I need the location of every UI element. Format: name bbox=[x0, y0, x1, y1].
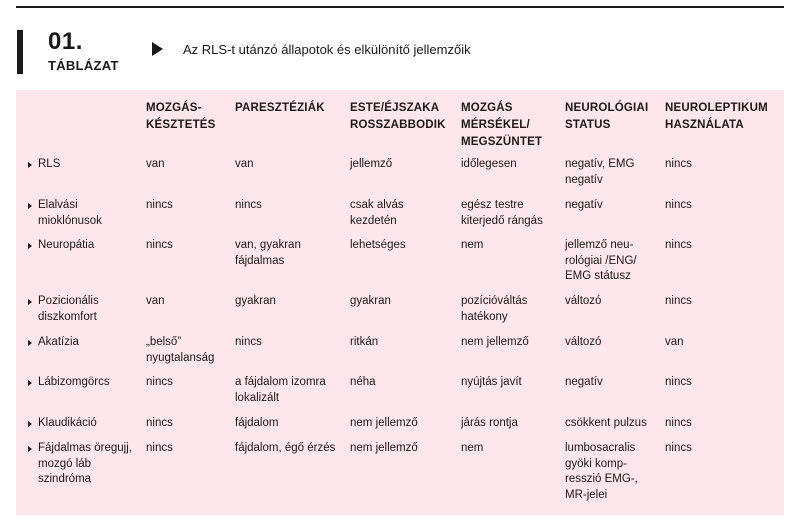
table-cell bbox=[461, 441, 483, 457]
table-cell-line: pozícióváltás bbox=[461, 295, 528, 307]
table-cell bbox=[146, 416, 173, 432]
table-cell bbox=[235, 416, 278, 432]
table-cell bbox=[665, 375, 692, 391]
table-cell bbox=[461, 157, 517, 173]
row-label bbox=[38, 375, 143, 391]
table-cell bbox=[146, 294, 165, 310]
table-cell-line: van bbox=[146, 158, 165, 170]
table-cell bbox=[146, 441, 173, 457]
table-cell-line: járás rontja bbox=[461, 417, 518, 429]
row-label-line: diszkomfort bbox=[38, 310, 97, 323]
table-cell-line: gyöki komp- bbox=[565, 457, 627, 470]
table-cell-line: nincs bbox=[146, 376, 173, 388]
row-bullet-icon bbox=[28, 162, 32, 168]
table-cell bbox=[350, 238, 406, 254]
table-cell bbox=[565, 157, 634, 188]
table-cell bbox=[461, 335, 529, 351]
table-cell-line: nem jellemző bbox=[350, 417, 418, 429]
column-header bbox=[665, 100, 768, 134]
table-cell bbox=[350, 441, 418, 457]
table-cell bbox=[565, 238, 637, 285]
row-label bbox=[38, 441, 143, 488]
table-cell-line: nincs bbox=[665, 442, 692, 454]
column-header-line: MOZGÁS- bbox=[146, 102, 202, 114]
table-cell bbox=[146, 198, 173, 214]
table-cell bbox=[461, 375, 522, 391]
row-label-line: Fájdalmas öregujj, bbox=[38, 442, 132, 454]
table-cell-line: lehetséges bbox=[350, 239, 406, 251]
row-label bbox=[38, 198, 143, 229]
table-cell-line: MR-jelei bbox=[565, 488, 608, 501]
table-cell bbox=[235, 335, 262, 351]
row-label bbox=[38, 238, 143, 254]
table-cell bbox=[565, 416, 647, 432]
table-cell bbox=[146, 375, 173, 391]
column-header-line: MÉRSÉKEL/ bbox=[461, 119, 530, 131]
table-cell-line: nincs bbox=[665, 376, 692, 388]
column-header bbox=[235, 100, 325, 117]
row-bullet-icon bbox=[28, 340, 32, 346]
row-label-line: Klaudikáció bbox=[38, 417, 97, 429]
table-cell bbox=[235, 198, 262, 214]
table-cell bbox=[461, 416, 518, 432]
table-cell bbox=[565, 441, 638, 503]
table-cell bbox=[665, 238, 692, 254]
table-cell-line: néha bbox=[350, 376, 376, 388]
table-cell-line: nincs bbox=[665, 295, 692, 307]
table-cell bbox=[461, 294, 527, 325]
table-cell bbox=[665, 157, 692, 173]
row-label-line: szindróma bbox=[38, 473, 92, 485]
table-cell-line: nincs bbox=[665, 158, 692, 170]
row-label bbox=[38, 335, 143, 351]
table-cell-line: van, gyakran bbox=[235, 239, 301, 251]
table-cell-line: kezdetén bbox=[350, 214, 397, 227]
table-cell-line: fájdalom bbox=[235, 417, 279, 429]
table-cell bbox=[350, 416, 418, 432]
table-cell-line: nyugtalanság bbox=[146, 351, 215, 364]
table-cell-line: van bbox=[665, 336, 684, 348]
table-cell-line: hatékony bbox=[461, 310, 508, 323]
table-cell-line: van bbox=[146, 295, 165, 307]
table-cell-line: a fájdalom izomra bbox=[235, 376, 326, 388]
table-cell-line: „belső” bbox=[146, 336, 182, 348]
table-cell bbox=[235, 375, 326, 406]
table-cell-line: resszió EMG-, bbox=[565, 473, 638, 485]
table-cell-line: nincs bbox=[146, 199, 173, 211]
row-bullet-icon bbox=[28, 380, 32, 386]
column-header-line: MOZGÁS bbox=[461, 102, 513, 114]
table-cell-line: lokalizált bbox=[235, 391, 280, 404]
column-header-line: KÉSZTETÉS bbox=[146, 119, 216, 131]
row-label-line: mozgó láb bbox=[38, 457, 92, 470]
table-cell-line: egész testre bbox=[461, 199, 524, 211]
table-caption: Az RLS-t utánzó állapotok és elkülönítő jellemzőik bbox=[183, 42, 471, 57]
column-header bbox=[565, 100, 648, 134]
table-cell-line: nincs bbox=[665, 417, 692, 429]
table-cell-line: negatív, EMG bbox=[565, 158, 635, 170]
table-cell-line: gyakran bbox=[235, 295, 276, 307]
table-cell bbox=[665, 335, 684, 351]
table-cell-line: jellemző bbox=[350, 158, 393, 170]
top-rule bbox=[16, 6, 784, 8]
table-cell bbox=[665, 441, 692, 457]
row-label bbox=[38, 416, 143, 432]
row-label-line: RLS bbox=[38, 158, 61, 170]
table-cell bbox=[146, 157, 165, 173]
column-header-line: PARESZTÉZIÁK bbox=[235, 102, 325, 114]
row-label-line: Neuropátia bbox=[38, 239, 95, 251]
row-bullet-icon bbox=[28, 446, 32, 452]
row-label-line: Elalvási bbox=[38, 199, 78, 211]
row-label bbox=[38, 294, 143, 325]
table-cell-line: változó bbox=[565, 295, 602, 307]
table-cell-line: időlegesen bbox=[461, 158, 517, 170]
table-cell-line: nincs bbox=[235, 336, 262, 348]
row-label-line: mioklónusok bbox=[38, 214, 102, 227]
table-cell bbox=[665, 416, 692, 432]
table-cell bbox=[350, 198, 404, 229]
row-bullet-icon bbox=[28, 421, 32, 427]
table-cell-line: negatív bbox=[565, 199, 603, 211]
table-cell-line: fájdalom, égő érzés bbox=[235, 442, 336, 454]
column-header bbox=[350, 100, 446, 134]
table-cell bbox=[565, 294, 601, 310]
table-cell bbox=[235, 238, 301, 269]
table-cell-line: van bbox=[235, 158, 254, 170]
table-cell-line: csökkent pulzus bbox=[565, 417, 647, 429]
table-cell-line: gyakran bbox=[350, 295, 391, 307]
table-cell bbox=[665, 198, 692, 214]
table-cell bbox=[235, 294, 276, 310]
table-cell bbox=[235, 441, 335, 457]
table-cell-line: nincs bbox=[235, 199, 262, 211]
table-cell-line: nincs bbox=[665, 239, 692, 251]
table-number: 01. bbox=[48, 28, 83, 55]
table-cell-line: nem bbox=[461, 239, 484, 251]
column-header bbox=[146, 100, 216, 134]
table-cell bbox=[146, 238, 173, 254]
column-header-line: ROSSZABBODIK bbox=[350, 119, 446, 131]
table-cell bbox=[461, 198, 543, 229]
row-bullet-icon bbox=[28, 243, 32, 249]
column-header-line: HASZNÁLATA bbox=[665, 119, 744, 131]
table-cell-line: negatív bbox=[565, 173, 603, 186]
table-cell-line: ritkán bbox=[350, 336, 379, 348]
table-cell bbox=[565, 198, 603, 214]
table-cell bbox=[350, 294, 391, 310]
table-cell bbox=[235, 157, 254, 173]
row-bullet-icon bbox=[28, 203, 32, 209]
table-cell bbox=[565, 375, 603, 391]
table-cell-line: nem bbox=[461, 442, 484, 454]
table-cell bbox=[565, 335, 601, 351]
table-cell-line: lumbosacralis bbox=[565, 442, 636, 454]
table-label: TÁBLÁZAT bbox=[48, 58, 119, 73]
table-cell-line: EMG státusz bbox=[565, 270, 631, 282]
row-label-line: Akatízia bbox=[38, 336, 79, 348]
row-label-line: Lábizomgörcs bbox=[38, 376, 110, 388]
table-cell bbox=[665, 294, 692, 310]
table-cell bbox=[146, 335, 214, 366]
column-header-line: NEUROLEPTIKUM bbox=[665, 102, 768, 114]
table-cell-line: nem jellemző bbox=[350, 442, 418, 454]
caption-arrow-icon bbox=[152, 42, 163, 56]
table-cell bbox=[350, 375, 376, 391]
row-label-line: Pozicionális bbox=[38, 295, 99, 307]
row-label bbox=[38, 157, 143, 173]
table-cell-line: nincs bbox=[146, 442, 173, 454]
column-header-line: MEGSZÜNTET bbox=[461, 136, 543, 148]
column-header-line: NEUROLÓGIAI bbox=[565, 102, 649, 114]
table-cell-line: nincs bbox=[146, 239, 173, 251]
table-cell-line: nincs bbox=[665, 199, 692, 211]
table-cell bbox=[350, 157, 392, 173]
table-cell-line: negatív bbox=[565, 376, 603, 388]
table-cell-line: csak alvás bbox=[350, 199, 404, 211]
column-header bbox=[461, 100, 542, 151]
table-cell-line: kiterjedő rángás bbox=[461, 214, 543, 227]
table-cell-line: nyújtás javít bbox=[461, 376, 522, 388]
column-header-line: STATUS bbox=[565, 119, 611, 131]
table-cell-line: rológiai /ENG/ bbox=[565, 254, 637, 267]
table-cell-line: fájdalmas bbox=[235, 254, 285, 267]
table-cell bbox=[461, 238, 483, 254]
row-bullet-icon bbox=[28, 299, 32, 305]
column-header-line: ESTE/ÉJSZAKA bbox=[350, 102, 440, 114]
table-cell-line: nincs bbox=[146, 417, 173, 429]
table-cell-line: jellemző neu- bbox=[565, 239, 634, 251]
table-cell bbox=[350, 335, 378, 351]
table-cell-line: változó bbox=[565, 336, 602, 348]
title-accent-bar bbox=[17, 30, 23, 74]
table-cell-line: nem jellemző bbox=[461, 336, 529, 348]
